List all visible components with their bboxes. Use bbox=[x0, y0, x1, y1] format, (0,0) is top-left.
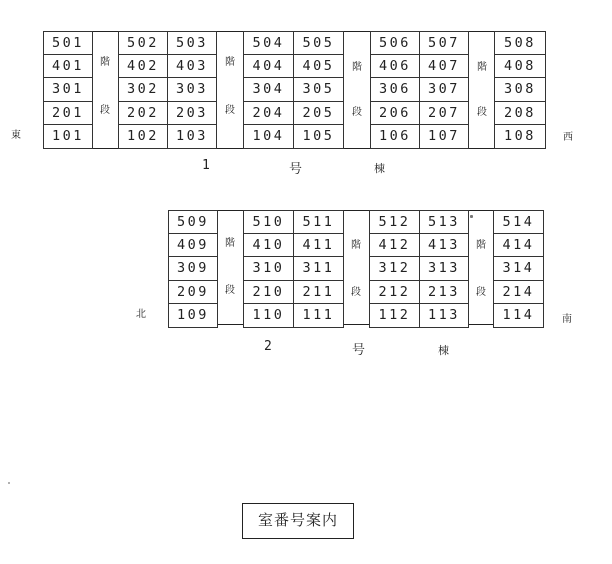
b2-stair-1-bottom: 段 bbox=[225, 285, 235, 296]
b1-col-3 bbox=[167, 31, 217, 149]
room-314: 314 bbox=[493, 257, 544, 281]
room-514: 514 bbox=[493, 210, 544, 234]
room-113: 113 bbox=[419, 304, 469, 328]
room-403: 403 bbox=[167, 55, 217, 79]
room-408: 408 bbox=[494, 55, 546, 79]
room-302: 302 bbox=[118, 78, 168, 102]
room-202: 202 bbox=[118, 102, 168, 126]
room-number-guide-title: 室番号案内 bbox=[242, 503, 354, 539]
room-508: 508 bbox=[494, 31, 546, 55]
b1-stair-4-top: 階 bbox=[477, 62, 487, 73]
room-102: 102 bbox=[118, 125, 168, 149]
scan-speck bbox=[8, 482, 10, 484]
room-505: 505 bbox=[293, 31, 344, 55]
b1-col-8 bbox=[494, 31, 546, 149]
room-211: 211 bbox=[293, 281, 344, 305]
b1-col-2 bbox=[118, 31, 168, 149]
room-106: 106 bbox=[370, 125, 420, 149]
b2-col-5 bbox=[419, 210, 469, 328]
b1-col-4 bbox=[243, 31, 294, 149]
b1-col-5 bbox=[293, 31, 344, 149]
room-401: 401 bbox=[43, 55, 93, 79]
b1-col-6 bbox=[370, 31, 420, 149]
room-207: 207 bbox=[419, 102, 469, 126]
room-112: 112 bbox=[369, 304, 420, 328]
room-413: 413 bbox=[419, 234, 469, 258]
room-410: 410 bbox=[243, 234, 294, 258]
b1-col-7 bbox=[419, 31, 469, 149]
room-110: 110 bbox=[243, 304, 294, 328]
b2-north-label: 北 bbox=[136, 309, 146, 320]
room-210: 210 bbox=[243, 281, 294, 305]
b1-stair-3-bottom: 段 bbox=[352, 107, 362, 118]
room-111: 111 bbox=[293, 304, 344, 328]
b1-stair-2-bottom: 段 bbox=[225, 105, 235, 116]
room-407: 407 bbox=[419, 55, 469, 79]
scan-speck bbox=[470, 215, 473, 218]
b2-col-6 bbox=[493, 210, 544, 328]
room-203: 203 bbox=[167, 102, 217, 126]
b1-stair-1-bottom: 段 bbox=[100, 105, 110, 116]
b2-stair-3-bottom: 段 bbox=[476, 287, 486, 298]
room-409: 409 bbox=[168, 234, 218, 258]
room-114: 114 bbox=[493, 304, 544, 328]
room-105: 105 bbox=[293, 125, 344, 149]
room-313: 313 bbox=[419, 257, 469, 281]
room-312: 312 bbox=[369, 257, 420, 281]
room-101: 101 bbox=[43, 125, 93, 149]
room-104: 104 bbox=[243, 125, 294, 149]
b1-west-label: 西 bbox=[563, 132, 573, 143]
room-511: 511 bbox=[293, 210, 344, 234]
room-307: 307 bbox=[419, 78, 469, 102]
b2-caption-to: 棟 bbox=[438, 344, 449, 357]
room-204: 204 bbox=[243, 102, 294, 126]
b2-stair-3-top: 階 bbox=[476, 240, 486, 251]
b2-caption-go: 号 bbox=[352, 343, 366, 358]
room-212: 212 bbox=[369, 281, 420, 305]
b2-stair-2-top: 階 bbox=[351, 240, 361, 251]
room-512: 512 bbox=[369, 210, 420, 234]
building-2-outline bbox=[168, 210, 544, 325]
room-501: 501 bbox=[43, 31, 93, 55]
room-405: 405 bbox=[293, 55, 344, 79]
room-414: 414 bbox=[493, 234, 544, 258]
b2-col-4 bbox=[369, 210, 420, 328]
room-306: 306 bbox=[370, 78, 420, 102]
room-411: 411 bbox=[293, 234, 344, 258]
room-213: 213 bbox=[419, 281, 469, 305]
b1-col-1 bbox=[43, 31, 93, 149]
room-513: 513 bbox=[419, 210, 469, 234]
room-206: 206 bbox=[370, 102, 420, 126]
room-308: 308 bbox=[494, 78, 546, 102]
room-305: 305 bbox=[293, 78, 344, 102]
b1-caption-to: 棟 bbox=[374, 162, 385, 175]
room-402: 402 bbox=[118, 55, 168, 79]
room-107: 107 bbox=[419, 125, 469, 149]
room-509: 509 bbox=[168, 210, 218, 234]
room-205: 205 bbox=[293, 102, 344, 126]
room-301: 301 bbox=[43, 78, 93, 102]
room-108: 108 bbox=[494, 125, 546, 149]
b1-caption-number: 1 bbox=[202, 158, 210, 173]
room-209: 209 bbox=[168, 281, 218, 305]
room-303: 303 bbox=[167, 78, 217, 102]
b1-east-label: 東 bbox=[11, 130, 21, 141]
room-309: 309 bbox=[168, 257, 218, 281]
b1-stair-1-top: 階 bbox=[100, 57, 110, 68]
b2-south-label: 南 bbox=[562, 314, 572, 325]
b2-stair-1-top: 階 bbox=[225, 238, 235, 249]
room-503: 503 bbox=[167, 31, 217, 55]
room-507: 507 bbox=[419, 31, 469, 55]
b2-col-3 bbox=[293, 210, 344, 328]
room-208: 208 bbox=[494, 102, 546, 126]
b2-col-2 bbox=[243, 210, 294, 328]
room-310: 310 bbox=[243, 257, 294, 281]
room-412: 412 bbox=[369, 234, 420, 258]
b2-col-1 bbox=[168, 210, 218, 328]
room-504: 504 bbox=[243, 31, 294, 55]
room-510: 510 bbox=[243, 210, 294, 234]
room-404: 404 bbox=[243, 55, 294, 79]
b1-caption-go: 号 bbox=[289, 162, 303, 177]
room-201: 201 bbox=[43, 102, 93, 126]
room-311: 311 bbox=[293, 257, 344, 281]
room-506: 506 bbox=[370, 31, 420, 55]
b1-stair-4-bottom: 段 bbox=[477, 107, 487, 118]
b2-caption-number: 2 bbox=[264, 339, 272, 354]
b1-stair-2-top: 階 bbox=[225, 57, 235, 68]
room-103: 103 bbox=[167, 125, 217, 149]
room-304: 304 bbox=[243, 78, 294, 102]
room-406: 406 bbox=[370, 55, 420, 79]
room-502: 502 bbox=[118, 31, 168, 55]
room-214: 214 bbox=[493, 281, 544, 305]
b1-stair-3-top: 階 bbox=[352, 62, 362, 73]
b2-stair-2-bottom: 段 bbox=[351, 287, 361, 298]
room-109: 109 bbox=[168, 304, 218, 328]
